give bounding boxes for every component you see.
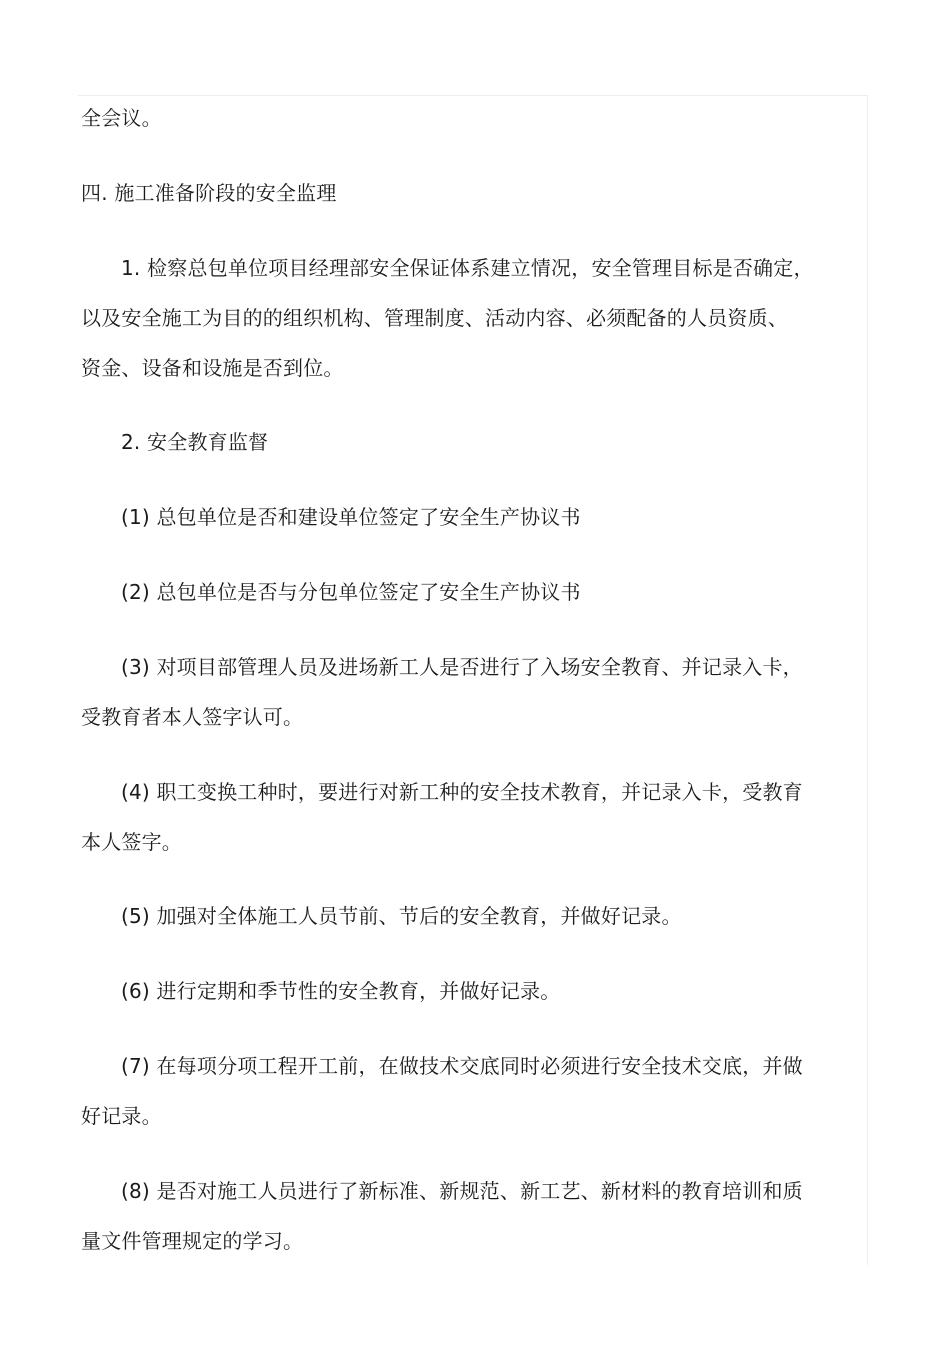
item-6: (6) 进行定期和季节性的安全教育，并做好记录。 <box>121 979 561 1003</box>
paragraph-1-line-3: 资金、设备和设施是否到位。 <box>81 356 344 380</box>
item-3-line-2: 受教育者本人签字认可。 <box>81 705 304 729</box>
paragraph-1-line-2: 以及安全施工为目的的组织机构、管理制度、活动内容、必须配备的人员资质、 <box>81 306 788 330</box>
item-4-line-1: (4) 职工变换工种时，要进行对新工种的安全技术教育，并记录入卡，受教育 <box>121 780 803 804</box>
section-heading-4: 四. 施工准备阶段的安全监理 <box>81 181 337 205</box>
item-5: (5) 加强对全体施工人员节前、节后的安全教育，并做好记录。 <box>121 904 682 928</box>
subheading-2: 2. 安全教育监督 <box>121 430 269 454</box>
item-3-line-1: (3) 对项目部管理人员及进场新工人是否进行了入场安全教育、并记录入卡， <box>121 655 803 679</box>
paragraph-1-line-1: 1. 检察总包单位项目经理部安全保证体系建立情况，安全管理目标是否确定， <box>121 256 814 280</box>
text-line-continuation: 全会议。 <box>81 106 162 130</box>
item-8-line-1: (8) 是否对施工人员进行了新标准、新规范、新工艺、新材料的教育培训和质 <box>121 1179 803 1203</box>
item-1: (1) 总包单位是否和建设单位签定了安全生产协议书 <box>121 505 581 529</box>
item-2: (2) 总包单位是否与分包单位签定了安全生产协议书 <box>121 580 581 604</box>
item-7-line-1: (7) 在每项分项工程开工前，在做技术交底同时必须进行安全技术交底，并做 <box>121 1054 803 1078</box>
item-4-line-2: 本人签字。 <box>81 830 182 854</box>
item-8-line-2: 量文件管理规定的学习。 <box>81 1229 304 1253</box>
item-7-line-2: 好记录。 <box>81 1104 162 1128</box>
